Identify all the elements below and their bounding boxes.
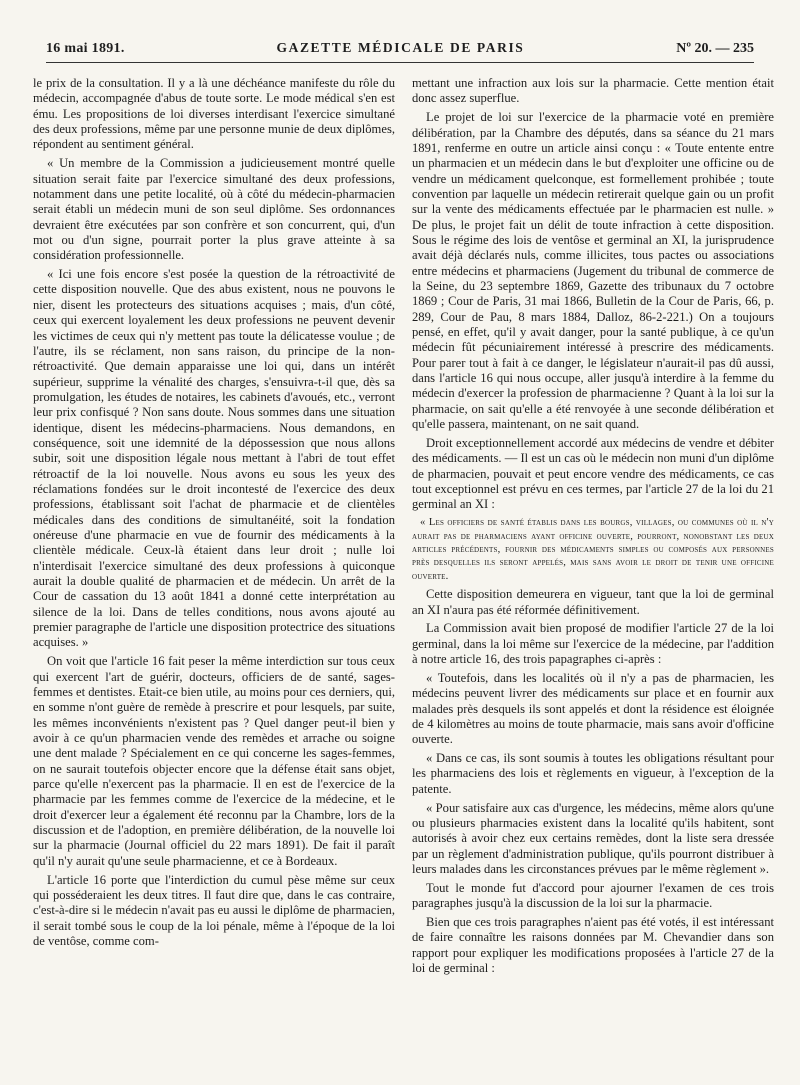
left-column-paragraph: L'article 16 porte que l'interdiction du cumul pèse même sur ceux qui posséderaient les deux titres. Il faut dire que, dans le cas contraire, c'est-à-dire si le médecin n'avait pas eu aussi le diplôme de pharmacien, il serait tombé sous le coup de la loi pénale, même à l'époque de la loi de ventôse, comme com-: [33, 872, 395, 948]
right-column-paragraph: Cette disposition demeurera en vigueur, tant que la loi de germinal an XI n'aura pas été réformée définitivement.: [412, 587, 774, 617]
left-column-paragraph: « Ici une fois encore s'est posée la question de la rétroactivité de cette disposition nouvelle. Que des abus existent, nous ne pouvons le nier, disent les protecteurs des situations acquises ; mais, d'un côté, ceux qui exercent loyalement les deux professions ne peuvent devenir les victimes de ceux qui n'y mettent pas toute la délicatesse voulue ; de l'autre, ils se réclament, non sans raison, du principe de la non-rétroactivité. Que demain apparaisse une loi qui, dans un intérêt supérieur, supprime la vénalité des charges, s'ensuivra-t-il que, dès sa promulgation, les études de notaires, les cabinets d'avoués, etc., verront leur prix confisqué ? Non sans doute. Nous sommes dans une situation identique, disent les médecins-pharmaciens. Nous demandons, en conséquence, soit une idemnité de la dépossession que nous allons subir, soit une disposition légale nous mettant à l'abri de tout effet rétroactif de la loi nouvelle. Nous avons eu sous les yeux des réclamations fondées sur le droit incontesté de l'exercice des deux professions, établissant soit l'achat de pharmacie et de clientèles médicales dans des conditions de simultanéité, soit la fondation onéreuse d'une pharmacie en vue de fournir des médicaments à la clientèle médicale. Ceux-là étaient dans leur droit ; nulle loi n'interdisait l'exercice simultané des deux professions à quiconque aurait la double qualité de pharmacien et de médecin. Un arrêt de la Cour de cassation du 13 août 1841 a donné cette interprétation au silence de la loi. Dans de telles conditions, nous avons ajouté au premier paragraphe de l'article une disposition protectrice des situations acquises. »: [33, 267, 395, 650]
journal-title: GAZETTE MÉDICALE DE PARIS: [276, 40, 525, 55]
header-rule: [46, 62, 754, 63]
left-column-paragraph: le prix de la consultation. Il y a là une déchéance manifeste du rôle du médecin, accompagnée d'abus de toute sorte. Le mode médical s'en est ému. Les propositions de loi diverses interdisant l'exercice simultané des deux professions, même par une personne munie de deux diplômes, répondent au sentiment général.: [33, 76, 395, 152]
issue-date: 16 mai 1891.: [46, 41, 125, 56]
right-column-paragraph: Bien que ces trois paragraphes n'aient pas été votés, il est intéressant de faire connaître les raisons données par M. Chevandier dans son rapport pour expliquer les modifications proposées à l'article 27 de la loi de germinal :: [412, 915, 774, 976]
right-column-paragraph: « Toutefois, dans les localités où il n'y a pas de pharmacien, les médecins peuvent livrer des médicaments sur place et en fournir aux malades près desquels ils sont appelés et dont la résidence est éloignée de 4 kilomètres au moins de toute pharmacie, mais sans avoir d'officine ouverte.: [412, 670, 774, 747]
right-column-paragraph: Tout le monde fut d'accord pour ajourner l'examen de ces trois paragraphes jusqu'à la discussion de la loi sur la pharmacie.: [412, 880, 774, 911]
right-column-paragraph: « Les officiers de santé établis dans les bourgs, villages, ou communes où il n'y aurait pas de pharmaciens ayant officine ouverte, pourront, nonobstant les deux articles précédents, fournir des médicaments simples ou composés aux personnes près desquelles ils seront appelés, mais sans avoir le droit de tenir une officine ouverte.: [412, 517, 774, 582]
left-column: [33, 76, 395, 1076]
right-column: [412, 76, 774, 1076]
right-column-paragraph: « Dans ce cas, ils sont soumis à toutes les obligations résultant pour les pharmaciens des lois et règlements en vigueur, à l'exception de la patente.: [412, 751, 774, 796]
running-head: [46, 40, 754, 62]
left-column-paragraph: « Un membre de la Commission a judicieusement montré quelle situation serait faite par l'exercice simultané des deux professions, notamment dans une petite localité, où à côté du médecin-pharmacien serait établi un médecin muni de son seul diplôme. Ses ordonnances devraient être exécutées par son confrère et son concurrent, qui, d'un mot ou d'un signe, pourrait porter la plus grave atteinte à sa considération professionnelle.: [33, 156, 395, 263]
left-column-paragraph: On voit que l'article 16 fait peser la même interdiction sur tous ceux qui exercent l'art de guérir, docteurs, officiers de de santé, sages-femmes et dentistes. Etait-ce bien utile, au moins pour ces derniers, qui, en somme n'ont guère de remède à prescrire et pour lesquels, par suite, les mêmes inconvénients n'existent pas ? Quel danger peut-il bien y avoir à ce qu'un pharmacien vende des remèdes et arrache ou soigne une dent malade ? Spécialement en ce qui concerne les sages-femmes, on ne saurait toutefois objecter encore que la défense était sans objet, parce qu'elle n'exercent pas la pharmacie. Il en est de l'exercice de la pharmacie par les femmes comme de l'exercice de la médecine, et le droit d'exercer leur a également été reconnu par la Chambre, lors de la discussion et de l'adoption, en première délibération, de la nouvelle loi sur la pharmacie (Journal officiel du 22 mars 1891). De fait il paraît qu'il n'y aurait qu'une seule pharmacienne, et ce à Bordeaux.: [33, 654, 395, 868]
page-number: Nº 20. — 235: [676, 41, 754, 56]
right-column-paragraph: « Pour satisfaire aux cas d'urgence, les médecins, même alors qu'une ou plusieurs pharmacies existent dans la localité qu'ils habitent, sont autorisés à avoir chez eux certains remèdes, dont la liste sera dressée par un règlement d'administration publique, qu'ils pourront distribuer à leurs malades dans les circonstances prévues par le même règlement ».: [412, 800, 774, 876]
right-column-paragraph: mettant une infraction aux lois sur la pharmacie. Cette mention était donc assez superflue.: [412, 76, 774, 106]
right-column-paragraph: La Commission avait bien proposé de modifier l'article 27 de la loi germinal, dans la loi même sur l'exercice de la médecine, par l'addition à notre article 16, des trois papagraphes ci-après :: [412, 621, 774, 667]
right-column-paragraph: Droit exceptionnellement accordé aux médecins de vendre et débiter des médicaments. — Il est un cas où le médecin non muni d'un diplôme de pharmacien, pouvait et peut encore vendre des médicaments, ce cas tout exceptionnel est prévu en ces termes, par l'article 27 de la loi du 21 germinal an XI :: [412, 435, 774, 512]
right-column-paragraph: Le projet de loi sur l'exercice de la pharmacie voté en première délibération, par la Chambre des députés, dans sa séance du 21 mars 1891, renferme en outre un article ainsi conçu : « Toute entente entre un pharmacien et un médecin dans le but d'exploiter une officine ou de vendre un médicament quelconque, est formellement prohibée ; toute convention par laquelle un médecin retirerait quelque gain ou un profit sur la vente des médicaments effectuée par le pharmacien est nulle. » De plus, le projet fait un délit de toute infraction à cette disposition. Sous le régime des lois de ventôse et germinal an XI, la jurisprudence avait déjà déclarés nuls, comme illicites, tous pactes ou associations entre médecins et pharmaciens (Jugement du tribunal de commerce de la Seine, du 23 septembre 1869, Gazette des tribunaux du 7 octobre 1869 ; Cour de Paris, 31 mai 1866, Bulletin de la Cour de Paris, 66, p. 289, Cour de Pau, 8 mars 1884, Dalloz, 86-2-221.) On a toujours pensé, en effet, qu'il y avait danger, pour la santé publique, à ce qu'un médecin fût pécuniairement intéressé à prescrire des médicaments. Pour parer tout à fait à ce danger, le législateur n'aurait-il pas dû aussi, dans l'article 16 qui nous occupe, aller jusqu'à interdire à la femme du médecin d'exercer la profession de pharmacienne ? Quant à la loi sur la pharmacie, on sait qu'elle a été renvoyée à une seconde délibération et qu'elle passera, maintenant, on ne sait quand.: [412, 110, 774, 432]
